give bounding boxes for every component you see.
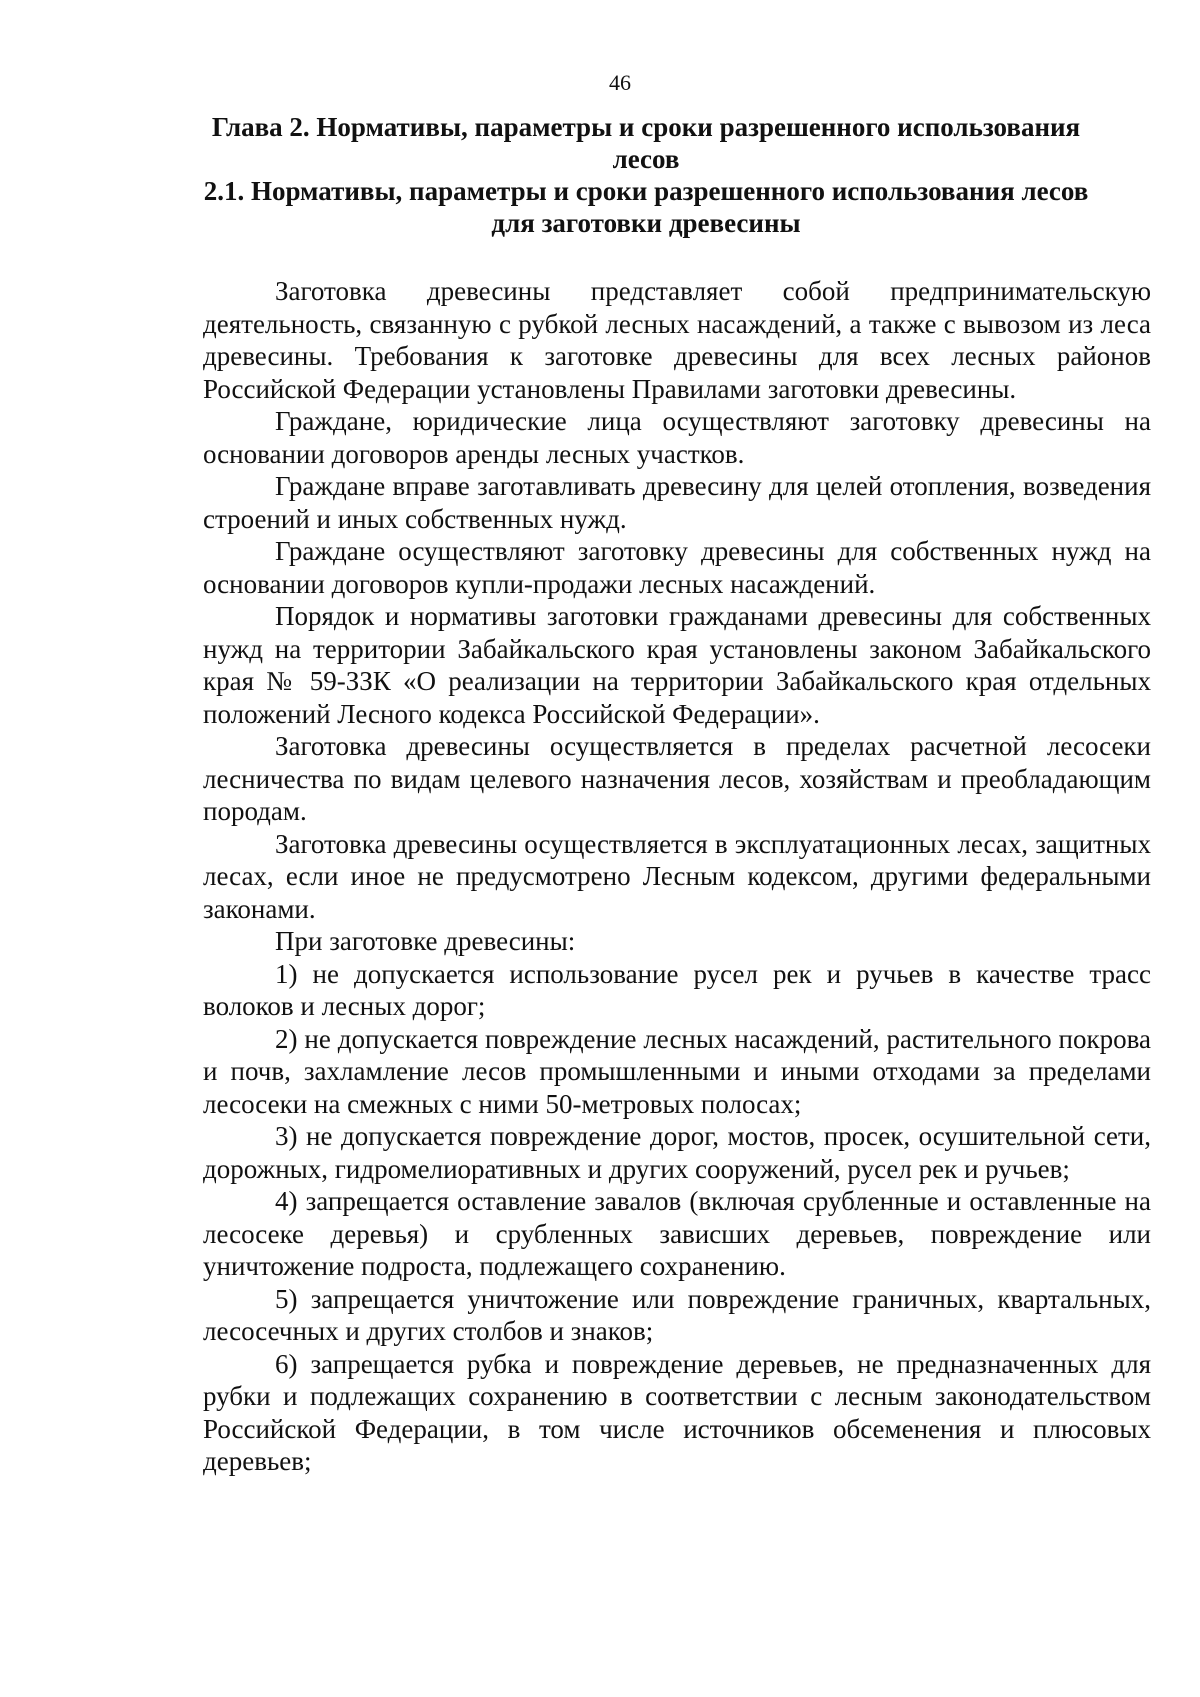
paragraph: При заготовке древесины: bbox=[275, 926, 576, 956]
page-number: 46 bbox=[609, 70, 631, 95]
list-item: 2) не допускается повреждение лесных насаждений, растительного покрова и почв, захламление лесов промышленными и иными отходами за пределами лесосеки на смежных с ними 50-метровых полосах; bbox=[203, 1023, 1151, 1119]
heading-block bbox=[196, 111, 1096, 239]
paragraph: Заготовка древесины осуществляется в эксплуатационных лесах, защитных лесах, если иное не предусмотрено Лесным кодексом, другими федеральными законами. bbox=[203, 828, 1151, 924]
paragraph: Граждане осуществляют заготовку древесины для собственных нужд на основании договоров купли-продажи лесных насаждений. bbox=[203, 536, 1151, 599]
chapter-title: Глава 2. Нормативы, параметры и сроки разрешенного использования лесов bbox=[211, 112, 1081, 174]
paragraph: Граждане вправе заготавливать древесину для целей отопления, возведения строений и иных собственных нужд. bbox=[203, 471, 1151, 534]
body-text bbox=[203, 275, 1151, 1478]
list-item: 5) запрещается уничтожение или повреждение граничных, квартальных, лесосечных и других столбов и знаков; bbox=[203, 1283, 1151, 1346]
paragraph: Порядок и нормативы заготовки гражданами древесины для собственных нужд на территории Забайкальского края установлены законом Забайкальского края № 59-ЗЗК «О реализации на территории Забайкальского края отдельных положений Лесного кодекса Российской Федерации». bbox=[203, 601, 1151, 729]
list-item: 4) запрещается оставление завалов (включая срубленные и оставленные на лесосеке деревья) и срубленных зависших деревьев, повреждение или уничтожение подроста, подлежащего сохранению. bbox=[203, 1186, 1151, 1281]
list-item: 6) запрещается рубка и повреждение деревьев, не предназначенных для рубки и подлежащих сохранению в соответствии с лесным законодательством Российской Федерации, в том числе источников обсеменения и плюсовых деревьев; bbox=[203, 1348, 1151, 1476]
paragraph: Заготовка древесины осуществляется в пределах расчетной лесосеки лесничества по видам целевого назначения лесов, хозяйствам и преобладающим породам. bbox=[203, 731, 1151, 826]
paragraph: Граждане, юридические лица осуществляют заготовку древесины на основании договоров аренды лесных участков. bbox=[203, 406, 1151, 469]
list-item: 1) не допускается использование русел рек и ручьев в качестве трасс волоков и лесных дорог; bbox=[203, 958, 1151, 1021]
list-item: 3) не допускается повреждение дорог, мостов, просек, осушительной сети, дорожных, гидромелиоративных и других сооружений, русел рек и ручьев; bbox=[203, 1121, 1151, 1184]
section-title: 2.1. Нормативы, параметры и сроки разрешенного использования лесов для заготовки древесины bbox=[203, 176, 1089, 238]
paragraph: Заготовка древесины представляет собой предпринимательскую деятельность, связанную с рубкой лесных насаждений, а также с вывозом из леса древесины. Требования к заготовке древесины для всех лесных районов Российской Федерации установлены Правилами заготовки древесины. bbox=[203, 276, 1151, 404]
